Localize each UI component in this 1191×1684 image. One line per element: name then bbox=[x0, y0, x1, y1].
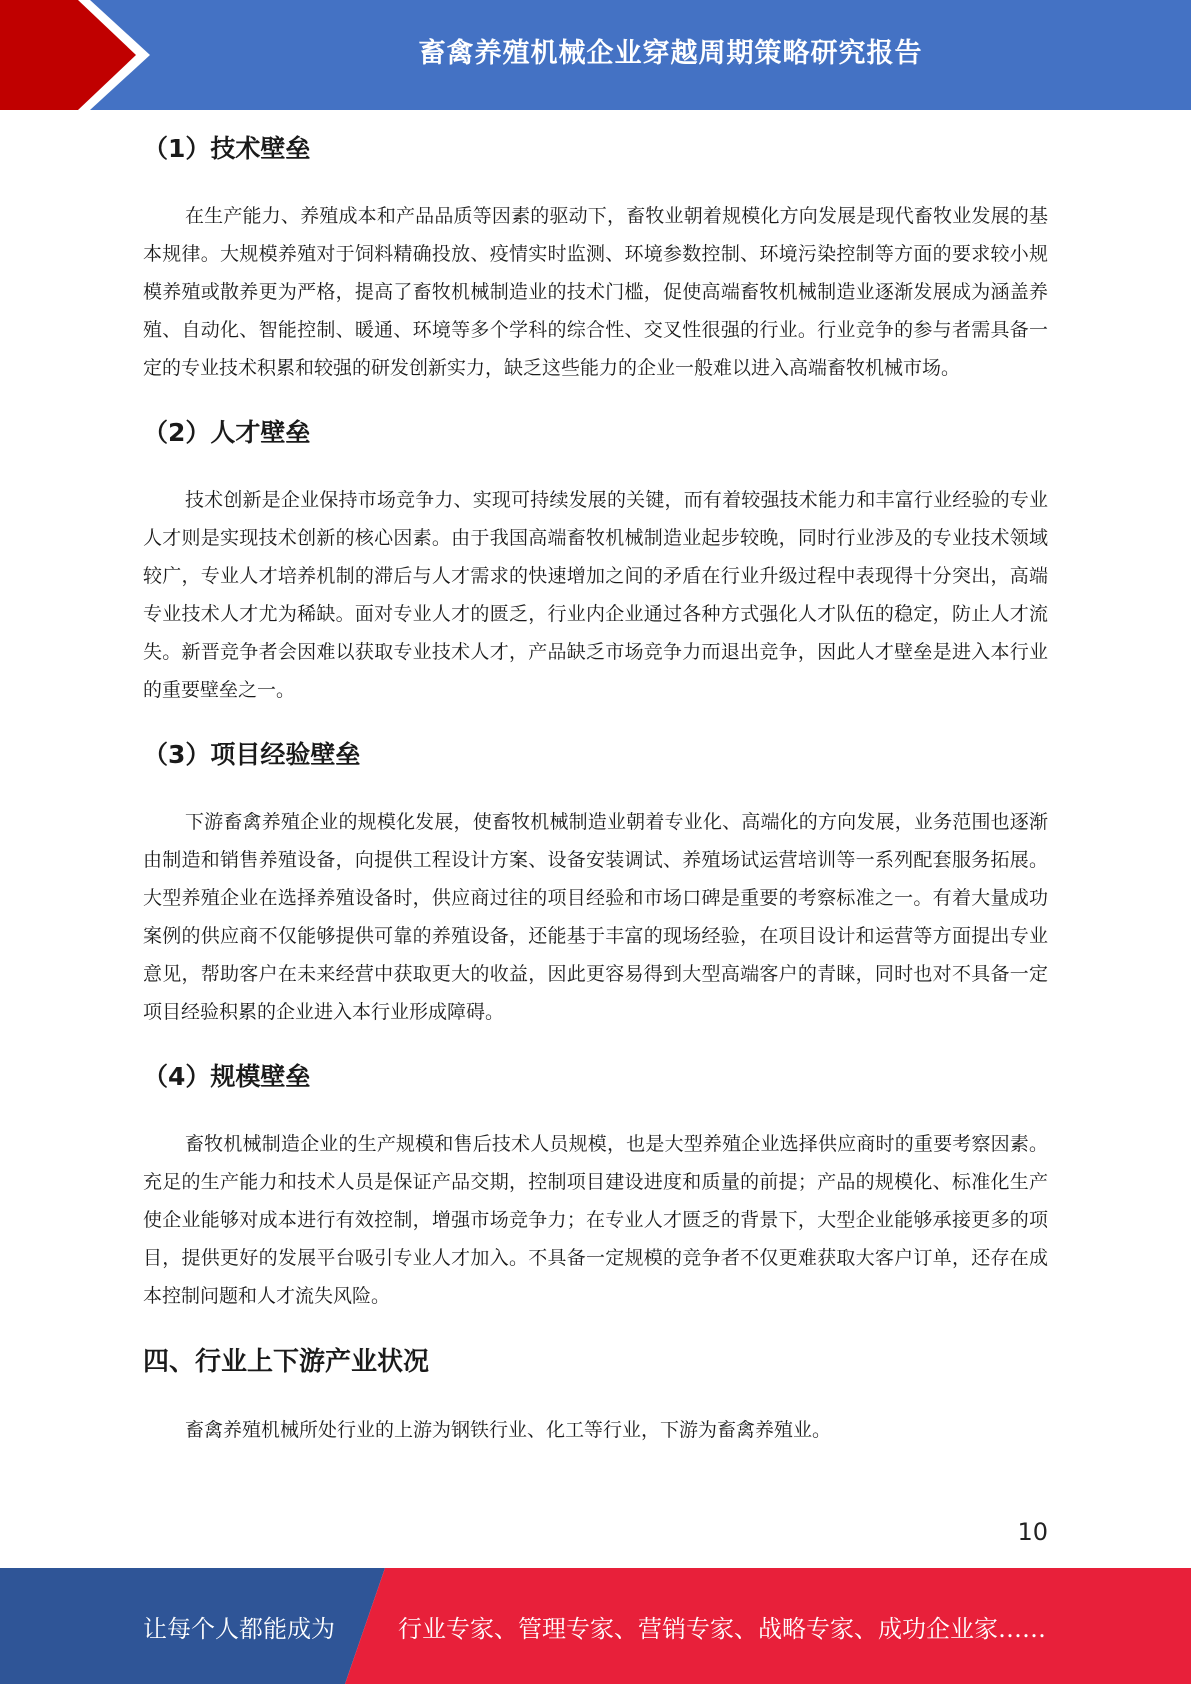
section-heading-1: （1）技术壁垒 bbox=[143, 134, 311, 163]
chapter-heading: 四、行业上下游产业状况 bbox=[143, 1347, 430, 1377]
section-paragraph-2: 技术创新是企业保持市场竞争力、实现可持续发展的关键，而有着较强技术能力和丰富行业经验的专业人才则是实现技术创新的核心因素。由于我国高端畜牧机械制造业起步较晚，同时行业涉及的专业技术领域较广，专业人才培养机制的滞后与人才需求的快速增加之间的矛盾在行业升级过程中表现得十分突出，高端专业技术人才尤为稀缺。面对专业人才的匮乏，行业内企业通过各种方式强化人才队伍的稳定，防止人才流失。新晋竞争者会因难以获取专业技术人才，产品缺乏市场竞争力而退出竞争，因此人才壁垒是进入本行业的重要壁垒之一。 bbox=[143, 489, 1048, 701]
section-heading-4: （4）规模壁垒 bbox=[143, 1062, 311, 1091]
page-content bbox=[143, 125, 1048, 1449]
section-heading-2: （2）人才壁垒 bbox=[143, 418, 311, 447]
report-title: 畜禽养殖机械企业穿越周期策略研究报告 bbox=[418, 37, 923, 69]
section-heading-3: （3）项目经验壁垒 bbox=[143, 740, 361, 769]
section-paragraph-4: 畜牧机械制造企业的生产规模和售后技术人员规模，也是大型养殖企业选择供应商时的重要考察因素。充足的生产能力和技术人员是保证产品交期，控制项目建设进度和质量的前提；产品的规模化、标准化生产使企业能够对成本进行有效控制，增强市场竞争力；在专业人才匮乏的背景下，大型企业能够承接更多的项目，提供更好的发展平台吸引专业人才加入。不具备一定规模的竞争者不仅更难获取大客户订单，还存在成本控制问题和人才流失风险。 bbox=[143, 1133, 1048, 1307]
section-paragraph-1: 在生产能力、养殖成本和产品品质等因素的驱动下，畜牧业朝着规模化方向发展是现代畜牧业发展的基本规律。大规模养殖对于饲料精确投放、疫情实时监测、环境参数控制、环境污染控制等方面的要求较小规模养殖或散养更为严格，提高了畜牧机械制造业的技术门槛，促使高端畜牧机械制造业逐渐发展成为涵盖养殖、自动化、智能控制、暖通、环境等多个学科的综合性、交叉性很强的行业。行业竞争的参与者需具备一定的专业技术积累和较强的研发创新实力，缺乏这些能力的企业一般难以进入高端畜牧机械市场。 bbox=[143, 205, 1048, 379]
footer-slogan-right: 行业专家、管理专家、营销专家、战略专家、成功企业家…… bbox=[398, 1614, 1046, 1643]
footer-slogan-left: 让每个人都能成为 bbox=[143, 1614, 335, 1643]
page-header bbox=[0, 0, 1191, 110]
chapter-paragraph: 畜禽养殖机械所处行业的上游为钢铁行业、化工等行业，下游为畜禽养殖业。 bbox=[185, 1419, 832, 1441]
page-footer bbox=[0, 1568, 1191, 1684]
section-paragraph-3: 下游畜禽养殖企业的规模化发展，使畜牧机械制造业朝着专业化、高端化的方向发展，业务范围也逐渐由制造和销售养殖设备，向提供工程设计方案、设备安装调试、养殖场试运营培训等一系列配套服务拓展。大型养殖企业在选择养殖设备时，供应商过往的项目经验和市场口碑是重要的考察标准之一。有着大量成功案例的供应商不仅能够提供可靠的养殖设备，还能基于丰富的现场经验，在项目设计和运营等方面提出专业意见，帮助客户在未来经营中获取更大的收益，因此更容易得到大型高端客户的青睐，同时也对不具备一定项目经验积累的企业进入本行业形成障碍。 bbox=[143, 811, 1048, 1023]
page-number: 10 bbox=[1017, 1518, 1048, 1546]
header-arrow-icon bbox=[0, 0, 160, 110]
